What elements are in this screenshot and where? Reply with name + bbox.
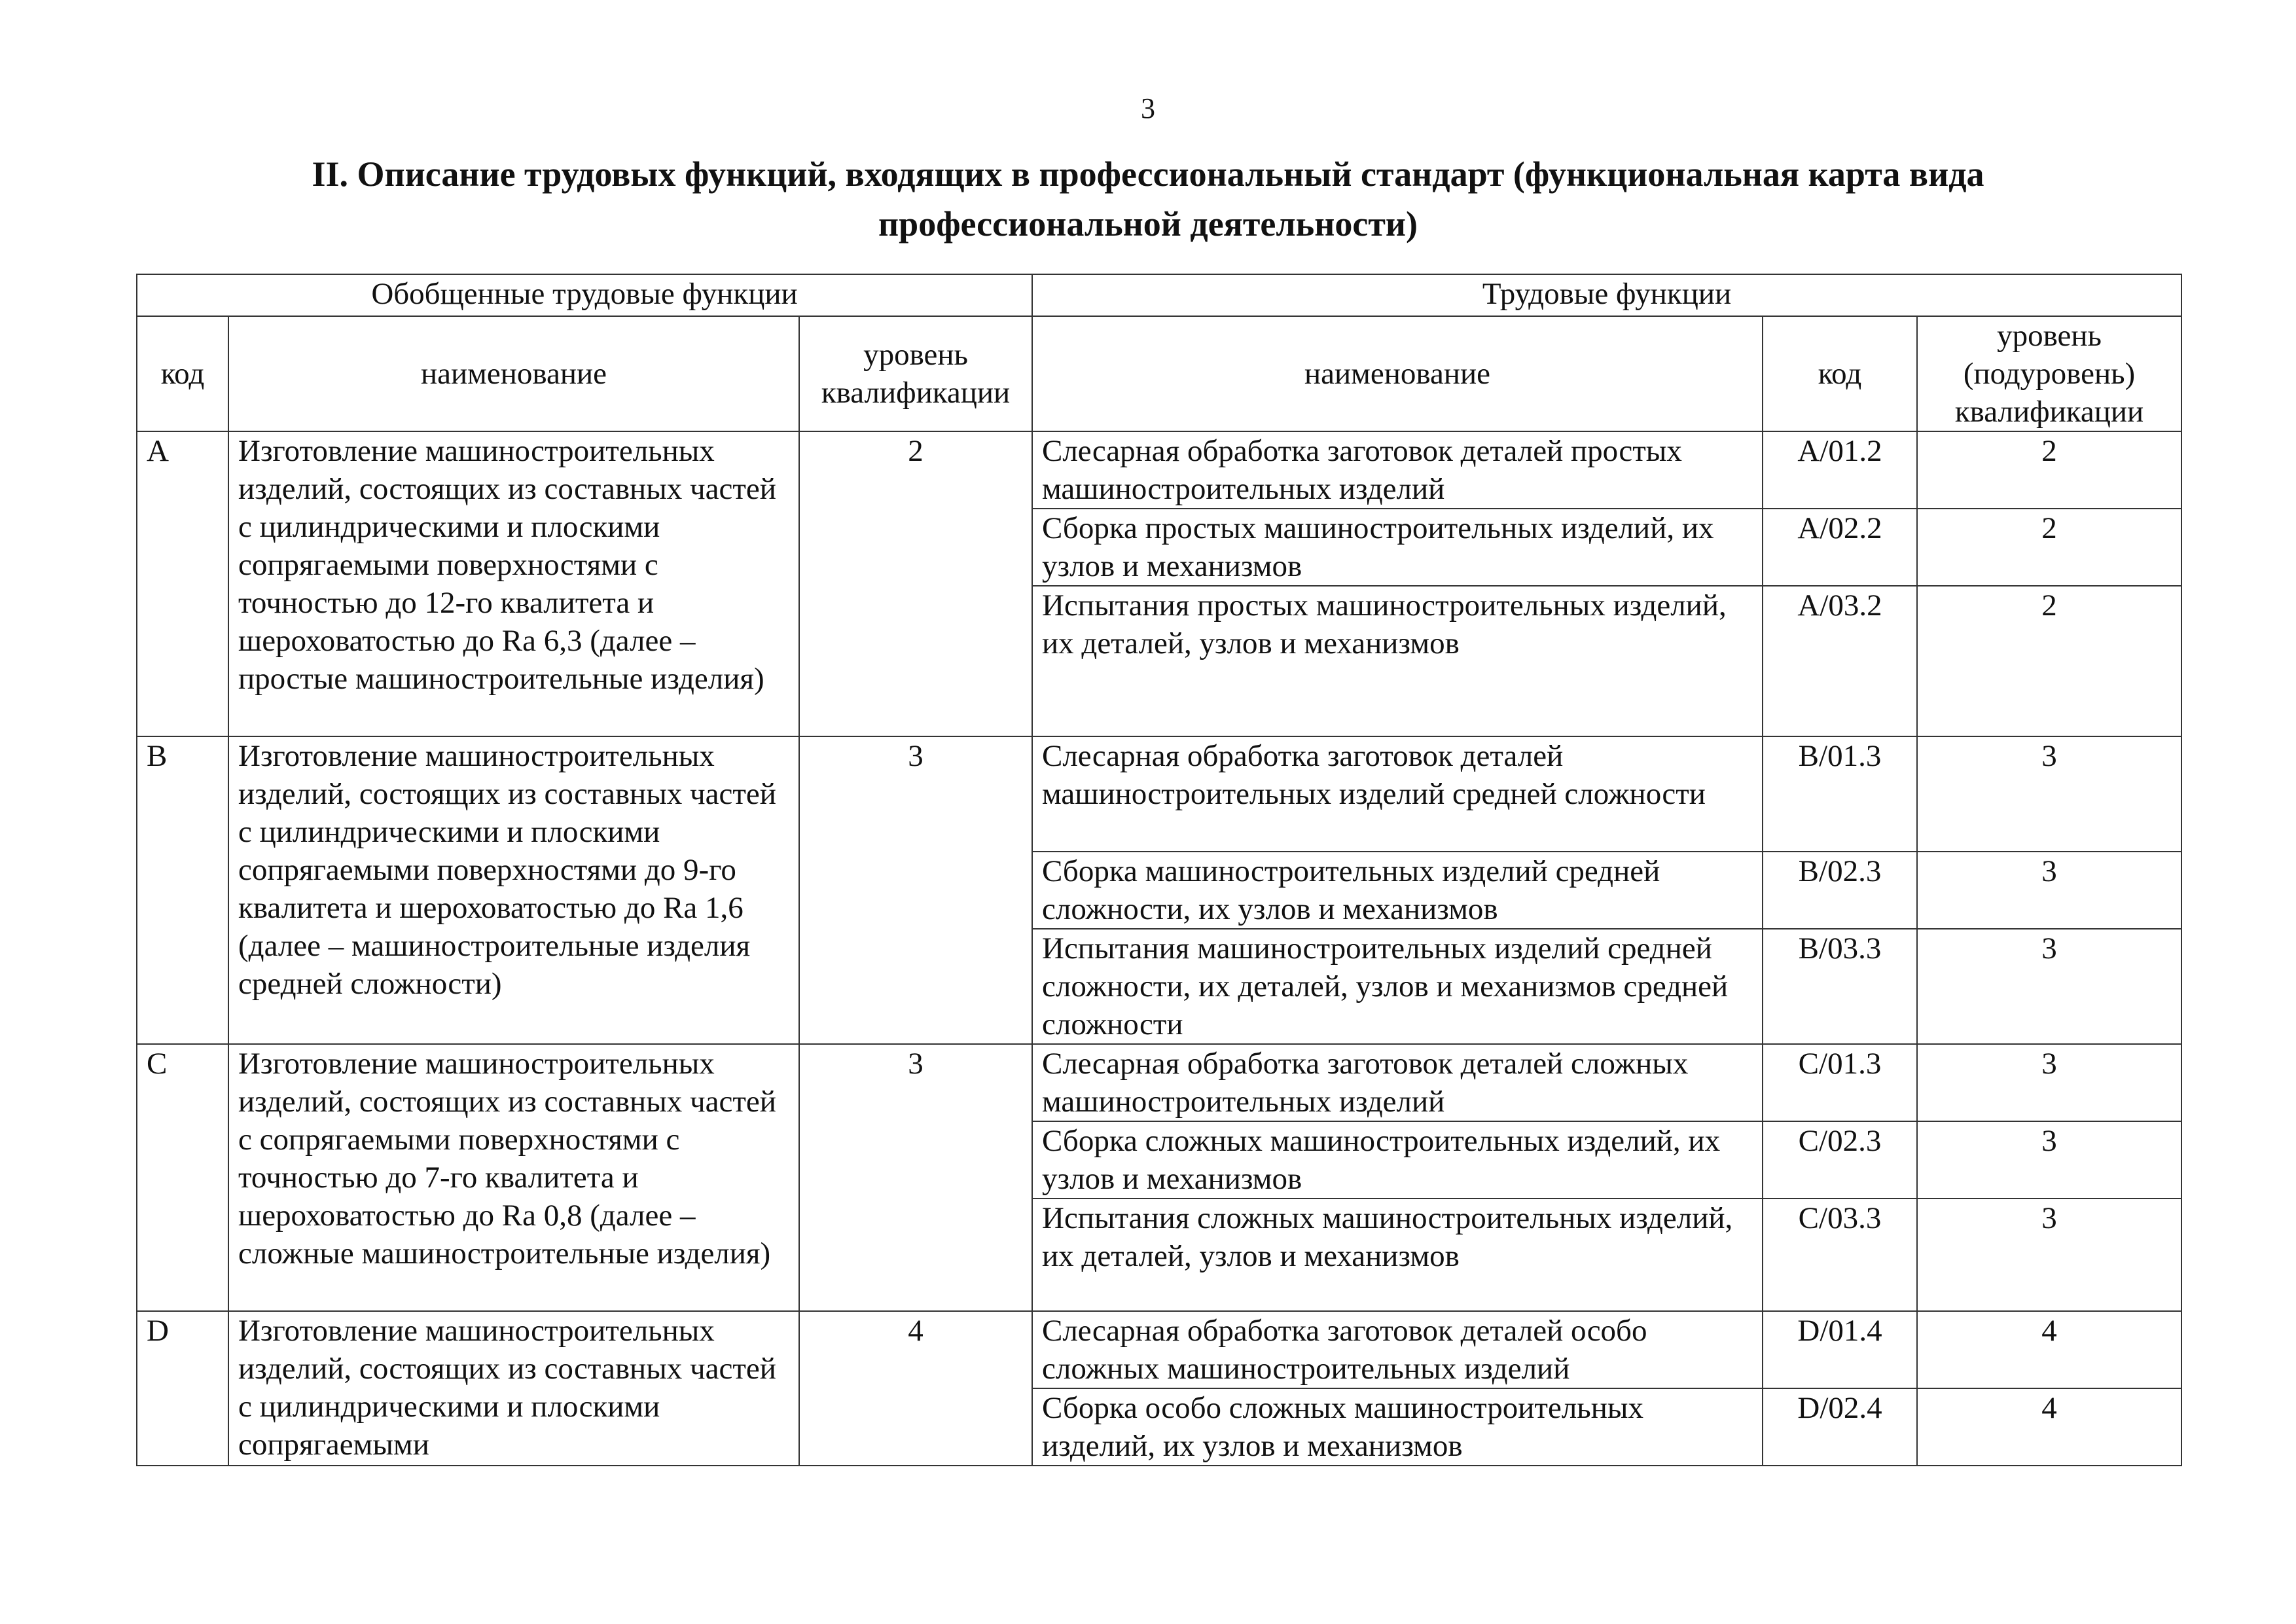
group-name: Изготовление машиностроительных изделий, состоящих из составных частей с цилиндрическими и плоскими сопрягаемыми поверхностями с точностью до 12-го квалитета и шероховатостью до Ra 6,3 (далее – простые машиностроительные изделия) (228, 431, 799, 736)
section-title-line1: II. Описание трудовых функций, входящих в профессиональный стандарт (функциональная карта вида (312, 154, 1984, 194)
function-level: 4 (1917, 1311, 2181, 1388)
generalized-functions-header: Обобщенные трудовые функции (137, 274, 1032, 316)
table-row (137, 1311, 2181, 1388)
group-level: 2 (799, 431, 1032, 736)
section-title-line2: профессиональной деятельности) (878, 204, 1418, 244)
function-level: 3 (1917, 736, 2181, 852)
group-name: Изготовление машиностроительных изделий, состоящих из составных частей с цилиндрическими и плоскими сопрягаемыми (228, 1311, 799, 1466)
table-row (137, 1044, 2181, 1121)
col-code-header: код (137, 316, 228, 431)
page-number: 3 (1141, 92, 1155, 124)
group-name: Изготовление машиностроительных изделий, состоящих из составных частей с цилиндрическими и плоскими сопрягаемыми поверхностями до 9-го квалитета и шероховатостью до Ra 1,6 (далее – машиностроительные изделия средней сложности) (228, 736, 799, 1044)
function-code: D/02.4 (1763, 1388, 1917, 1466)
group-code: D (137, 1311, 228, 1466)
function-name: Сборка особо сложных машиностроительных изделий, их узлов и механизмов (1032, 1388, 1763, 1466)
function-name: Слесарная обработка заготовок деталей машиностроительных изделий средней сложности (1032, 736, 1763, 852)
section-title (196, 149, 2100, 249)
col-name-header: наименование (228, 316, 799, 431)
function-code: A/02.2 (1763, 509, 1917, 586)
function-level: 3 (1917, 852, 2181, 929)
function-code: B/03.3 (1763, 929, 1917, 1044)
function-code: A/01.2 (1763, 431, 1917, 509)
function-code: B/02.3 (1763, 852, 1917, 929)
group-name: Изготовление машиностроительных изделий, состоящих из составных частей с сопрягаемыми поверхностями с точностью до 7-го квалитета и шероховатостью до Ra 0,8 (далее – сложные машиностроительные изделия) (228, 1044, 799, 1311)
function-name: Слесарная обработка заготовок деталей простых машиностроительных изделий (1032, 431, 1763, 509)
group-level: 3 (799, 1044, 1032, 1311)
group-level: 4 (799, 1311, 1032, 1466)
function-code: B/01.3 (1763, 736, 1917, 852)
group-code: B (137, 736, 228, 1044)
function-level: 3 (1917, 1199, 2181, 1311)
col-level-header: уровень квалификации (799, 316, 1032, 431)
col-tf-level-header: уровень (подуровень) квалификации (1917, 316, 2181, 431)
function-name: Сборка простых машиностроительных изделий, их узлов и механизмов (1032, 509, 1763, 586)
group-code: A (137, 431, 228, 736)
function-level: 3 (1917, 929, 2181, 1044)
function-level: 2 (1917, 431, 2181, 509)
function-code: C/02.3 (1763, 1121, 1917, 1199)
function-level: 3 (1917, 1121, 2181, 1199)
function-name: Испытания простых машиностроительных изделий, их деталей, узлов и механизмов (1032, 586, 1763, 736)
function-code: C/03.3 (1763, 1199, 1917, 1311)
function-level: 4 (1917, 1388, 2181, 1466)
function-name: Испытания сложных машиностроительных изделий, их деталей, узлов и механизмов (1032, 1199, 1763, 1311)
table-row (137, 431, 2181, 509)
function-name: Слесарная обработка заготовок деталей особо сложных машиностроительных изделий (1032, 1311, 1763, 1388)
function-code: C/01.3 (1763, 1044, 1917, 1121)
group-code: C (137, 1044, 228, 1311)
col-tf-name-header: наименование (1032, 316, 1763, 431)
functional-map-table (136, 274, 2182, 1466)
function-name: Сборка машиностроительных изделий средней сложности, их узлов и механизмов (1032, 852, 1763, 929)
table-row (137, 736, 2181, 852)
col-tf-code-header: код (1763, 316, 1917, 431)
function-level: 2 (1917, 586, 2181, 736)
function-level: 3 (1917, 1044, 2181, 1121)
group-level: 3 (799, 736, 1032, 1044)
function-level: 2 (1917, 509, 2181, 586)
function-name: Испытания машиностроительных изделий средней сложности, их деталей, узлов и механизмов средней сложности (1032, 929, 1763, 1044)
labor-functions-header: Трудовые функции (1032, 274, 2181, 316)
function-name: Сборка сложных машиностроительных изделий, их узлов и механизмов (1032, 1121, 1763, 1199)
function-name: Слесарная обработка заготовок деталей сложных машиностроительных изделий (1032, 1044, 1763, 1121)
function-code: A/03.2 (1763, 586, 1917, 736)
function-code: D/01.4 (1763, 1311, 1917, 1388)
